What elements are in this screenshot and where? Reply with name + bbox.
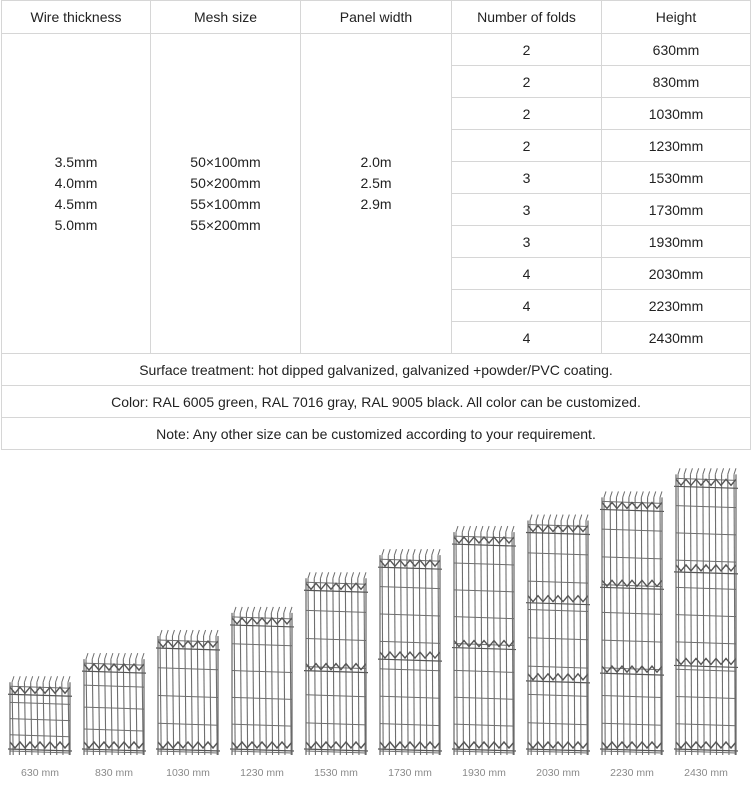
panel-width-value: 2.0m (360, 153, 392, 170)
height-cell: 2230mm (602, 290, 751, 322)
color-row (2, 386, 751, 418)
surface-treatment-row (2, 354, 751, 386)
fence-panel (378, 549, 442, 755)
folds-cell: 2 (452, 66, 602, 98)
fence-panel (230, 607, 294, 755)
panel-height-label: 630 mm (21, 767, 59, 779)
panel-width-cell (301, 34, 452, 354)
panel-height-label: 1030 mm (166, 767, 210, 779)
wire-thickness-value: 4.0mm (54, 174, 98, 191)
table-row (2, 34, 751, 66)
spec-table (1, 0, 751, 450)
header-panel-width: Panel width (301, 1, 452, 34)
panel-height-label: 2430 mm (684, 767, 728, 779)
height-cell: 2430mm (602, 322, 751, 354)
wire-thickness-value: 4.5mm (54, 195, 98, 212)
height-cell: 1030mm (602, 98, 751, 130)
panel-height-label: 2030 mm (536, 767, 580, 779)
note-row (2, 418, 751, 450)
folds-cell: 3 (452, 226, 602, 258)
height-cell: 830mm (602, 66, 751, 98)
height-cell: 1930mm (602, 226, 751, 258)
folds-cell: 2 (452, 98, 602, 130)
panel-height-label: 1930 mm (462, 767, 506, 779)
height-cell: 1230mm (602, 130, 751, 162)
fence-panel (600, 491, 664, 755)
header-wire-thickness: Wire thickness (2, 1, 151, 34)
surface-treatment-text: Surface treatment: hot dipped galvanized, galvanized +powder/PVC coating. (2, 354, 751, 386)
note-text: Note: Any other size can be customized according to your requirement. (2, 418, 751, 450)
fence-panel (82, 653, 146, 755)
panel-width-value: 2.5m (360, 174, 392, 191)
panel-height-label: 1230 mm (240, 767, 284, 779)
wire-thickness-cell (2, 34, 151, 354)
folds-cell: 4 (452, 290, 602, 322)
header-mesh-size: Mesh size (151, 1, 301, 34)
fence-panel (526, 515, 590, 755)
header-height: Height (602, 1, 751, 34)
fence-panel (452, 526, 516, 755)
mesh-size-value: 55×200mm (190, 216, 261, 233)
fence-panel-figure (0, 450, 753, 795)
fence-panel (156, 630, 220, 755)
height-cell: 1530mm (602, 162, 751, 194)
panel-width-value: 2.9m (360, 195, 392, 212)
folds-cell: 4 (452, 258, 602, 290)
fence-panels-illustration (0, 450, 753, 795)
header-row (2, 1, 751, 34)
folds-cell: 4 (452, 322, 602, 354)
height-cell: 1730mm (602, 194, 751, 226)
mesh-size-value: 55×100mm (190, 195, 261, 212)
fence-panel (304, 572, 368, 755)
folds-cell: 2 (452, 130, 602, 162)
mesh-size-value: 50×100mm (190, 153, 261, 170)
color-text: Color: RAL 6005 green, RAL 7016 gray, RAL 9005 black. All color can be customized. (2, 386, 751, 418)
panel-height-label: 830 mm (95, 767, 133, 779)
folds-cell: 2 (452, 34, 602, 66)
wire-thickness-value: 3.5mm (54, 153, 98, 170)
folds-cell: 3 (452, 162, 602, 194)
mesh-size-cell (151, 34, 301, 354)
panel-height-label: 1730 mm (388, 767, 432, 779)
fence-panel (674, 468, 738, 755)
panel-height-label: 2230 mm (610, 767, 654, 779)
panel-height-label: 1530 mm (314, 767, 358, 779)
fence-panel (8, 676, 72, 755)
header-number-of-folds: Number of folds (452, 1, 602, 34)
mesh-size-value: 50×200mm (190, 174, 261, 191)
wire-thickness-value: 5.0mm (54, 216, 98, 233)
height-cell: 2030mm (602, 258, 751, 290)
height-cell: 630mm (602, 34, 751, 66)
folds-cell: 3 (452, 194, 602, 226)
